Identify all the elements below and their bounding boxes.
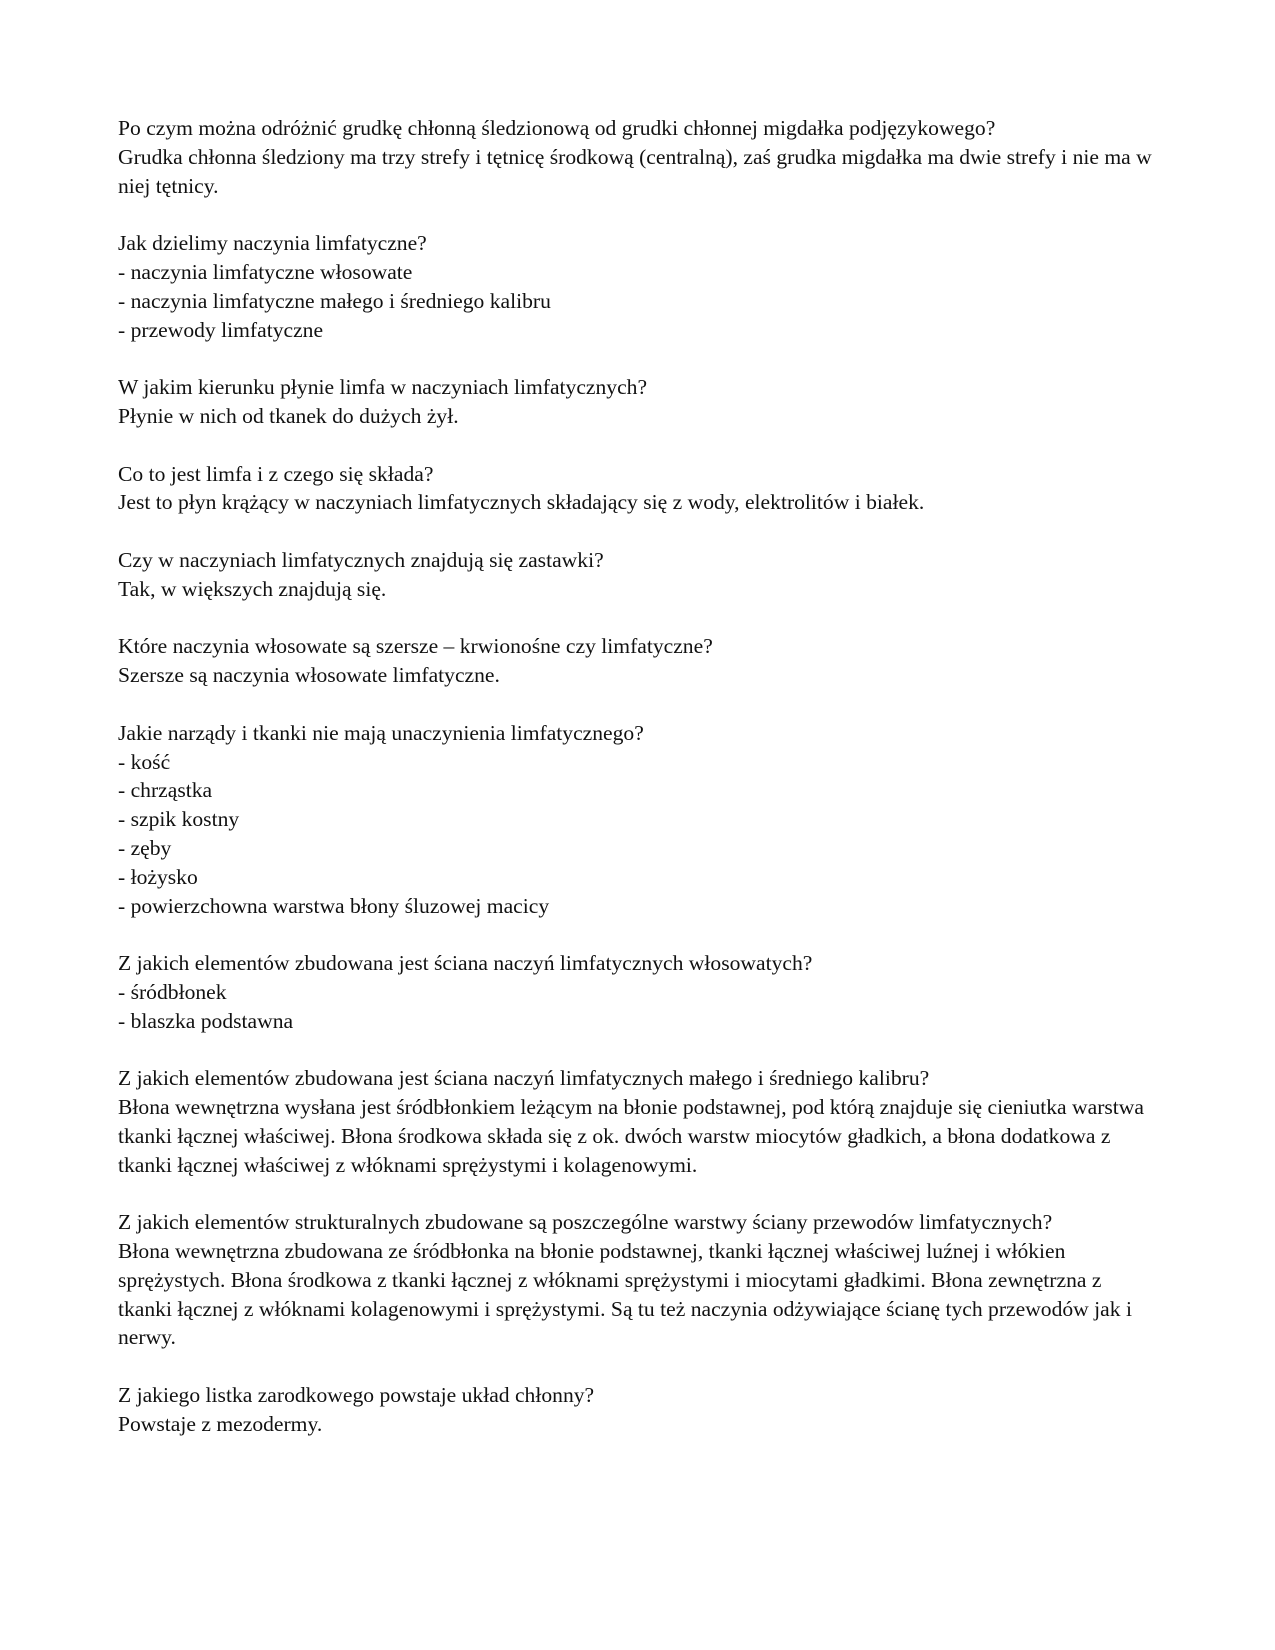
list-item: - naczynia limfatyczne małego i średniego kalibru	[118, 288, 551, 313]
qa-block	[118, 229, 1158, 344]
answer-text: Jest to płyn krążący w naczyniach limfatycznych składający się z wody, elektrolitów i białek.	[118, 490, 925, 515]
document-page	[118, 114, 1158, 1467]
question-text: Które naczynia włosowate są szersze – krwionośne czy limfatyczne?	[118, 634, 713, 659]
qa-block	[118, 460, 1158, 518]
question-text: Jak dzielimy naczynia limfatyczne?	[118, 231, 427, 256]
question-text: Po czym można odróżnić grudkę chłonną śledzionową od grudki chłonnej migdałka podjęzykowego?	[118, 116, 996, 140]
answer-text: Powstaje z mezodermy.	[118, 1411, 323, 1436]
qa-block	[118, 949, 1158, 1035]
question-text: Co to jest limfa i z czego się składa?	[118, 461, 434, 486]
qa-block	[118, 373, 1158, 431]
list-item: - naczynia limfatyczne włosowate	[118, 259, 413, 284]
answer-text: Płynie w nich od tkanek do dużych żył.	[118, 403, 459, 428]
question-text: W jakim kierunku płynie limfa w naczyniach limfatycznych?	[118, 375, 648, 400]
qa-block	[118, 546, 1158, 604]
question-text: Z jakich elementów zbudowana jest ściana naczyń limfatycznych małego i średniego kalibru?	[118, 1066, 930, 1091]
qa-block	[118, 1381, 1158, 1439]
answer-text: Błona wewnętrzna zbudowana ze śródbłonka na błonie podstawnej, tkanki łącznej właściwej luźnej i włókien sprężystych. Błona środkowa z tkanki łącznej z włóknami sprężystymi i miocytami gładkimi. Błona zewnętrzna z tkanki łącznej z włóknami kolagenowymi i sprężystymi. Są tu też naczynia odżywiające ścianę tych przewodów jak i nerwy.	[118, 1239, 1138, 1350]
answer-text: Błona wewnętrzna wysłana jest śródbłonkiem leżącym na błonie podstawnej, pod którą znajduje się cieniutka warstwa tkanki łącznej właściwej. Błona środkowa składa się z ok. dwóch warstw miocytów gładkich, a błona dodatkowa z tkanki łącznej właściwej z włóknami sprężystymi i kolagenowymi.	[118, 1095, 1150, 1177]
question-text: Z jakich elementów zbudowana jest ściana naczyń limfatycznych włosowatych?	[118, 951, 813, 976]
list-item: - zęby	[118, 835, 172, 860]
list-item: - łożysko	[118, 864, 198, 889]
question-text: Z jakich elementów strukturalnych zbudowane są poszczególne warstwy ściany przewodów limfatycznych?	[118, 1210, 1053, 1235]
answer-text: Tak, w większych znajdują się.	[118, 576, 387, 601]
list-item: - śródbłonek	[118, 979, 227, 1004]
list-item: - chrząstka	[118, 778, 213, 803]
qa-block	[118, 719, 1158, 921]
list-item: - powierzchowna warstwa błony śluzowej macicy	[118, 893, 550, 918]
list-item: - przewody limfatyczne	[118, 317, 324, 342]
answer-text: Szersze są naczynia włosowate limfatyczne.	[118, 663, 500, 688]
qa-block	[118, 1208, 1158, 1352]
list-item: - szpik kostny	[118, 807, 240, 832]
qa-block	[118, 114, 1158, 200]
question-text: Z jakiego listka zarodkowego powstaje układ chłonny?	[118, 1383, 595, 1408]
question-text: Jakie narządy i tkanki nie mają unaczynienia limfatycznego?	[118, 720, 644, 745]
list-item: - kość	[118, 749, 171, 774]
qa-block	[118, 632, 1158, 690]
question-text: Czy w naczyniach limfatycznych znajdują się zastawki?	[118, 547, 604, 572]
qa-block	[118, 1064, 1158, 1179]
list-item: - blaszka podstawna	[118, 1008, 294, 1033]
answer-text: Grudka chłonna śledziony ma trzy strefy i tętnicę środkową (centralną), zaś grudka migdałka ma dwie strefy i nie ma w niej tętnicy.	[118, 144, 1158, 198]
